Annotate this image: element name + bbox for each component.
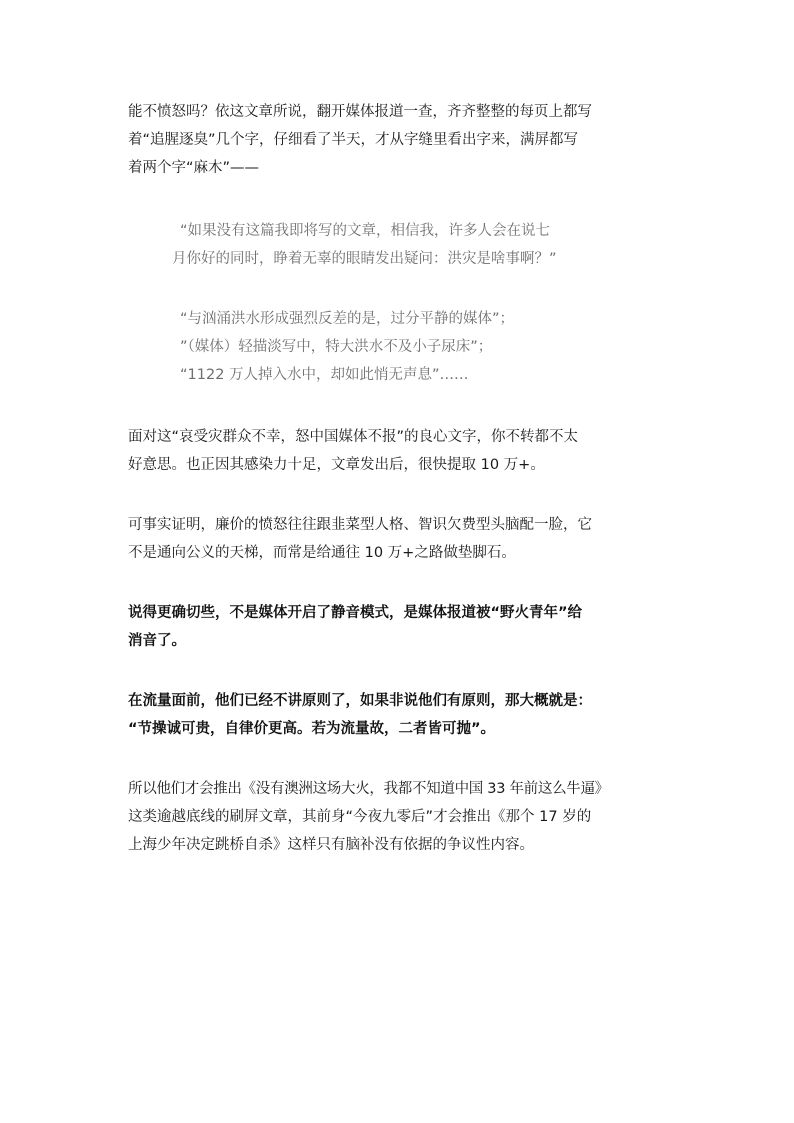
text-line: 能不愤怒吗？依这文章所说，翻开媒体报道一查，齐齐整整的每页上都写 (128, 104, 592, 120)
text-line: 好意思。也正因其感染力十足，文章发出后，很快提取 10 万+。 (128, 457, 545, 473)
quote-line: ”（媒体）轻描淡写中，特大洪水不及小子尿床”； (180, 339, 493, 355)
quote-line: “如果没有这篇我即将写的文章，相信我，许多人会在说七 (180, 223, 551, 239)
quote-line: “1122 万人掉入水中，却如此悄无声息”…… (180, 367, 469, 383)
text-line: 上海少年决定跳桥自杀》这样只有脑补没有依据的争议性内容。 (128, 837, 534, 853)
quote-line: 月你好的同时，睁着无辜的眼睛发出疑问：洪灾是啥事啊？” (172, 251, 557, 267)
text-line: 可事实证明，廉价的愤怒往往跟韭菜型人格、智识欠费型头脑配一脸，它 (128, 517, 592, 533)
paragraph-cheap-anger (128, 511, 668, 567)
quote-block-2 (180, 305, 514, 389)
paragraph-conscience (128, 423, 668, 479)
text-line: 着“追腥逐臭”几个字，仔细看了半天，才从字缝里看出字来，满屏都写 (128, 132, 579, 148)
text-line: 着两个字“麻木”—— (128, 160, 260, 176)
quote-line: “与汹涌洪水形成强烈反差的是，过分平静的媒体”； (180, 311, 515, 327)
text-line: 在流量面前，他们已经不讲原则了，如果非说他们有原则，那大概就是： (128, 693, 592, 709)
text-line: “节操诚可贵，自律价更高。若为流量故，二者皆可抛”。 (128, 721, 496, 737)
text-line: 所以他们才会推出《没有澳洲这场大火，我都不知道中国 33 年前这么牛逼》 (128, 781, 609, 797)
quote-block-1 (172, 217, 557, 273)
paragraph-muted (128, 599, 668, 655)
paragraph-anger (128, 98, 668, 182)
text-line: 说得更确切些，不是媒体开启了静音模式，是媒体报道被“野火青年”给 (128, 605, 583, 621)
paragraph-examples (128, 775, 668, 859)
text-line: 面对这“哀受灾群众不幸，怒中国媒体不报”的良心文字，你不转都不太 (128, 429, 579, 445)
text-line: 不是通向公义的天梯，而常是给通往 10 万+之路做垫脚石。 (128, 545, 516, 561)
paragraph-principle (128, 687, 668, 743)
text-line: 消音了。 (128, 633, 186, 649)
text-line: 这类逾越底线的刷屏文章，其前身“今夜九零后”才会推出《那个 17 岁的 (128, 809, 592, 825)
